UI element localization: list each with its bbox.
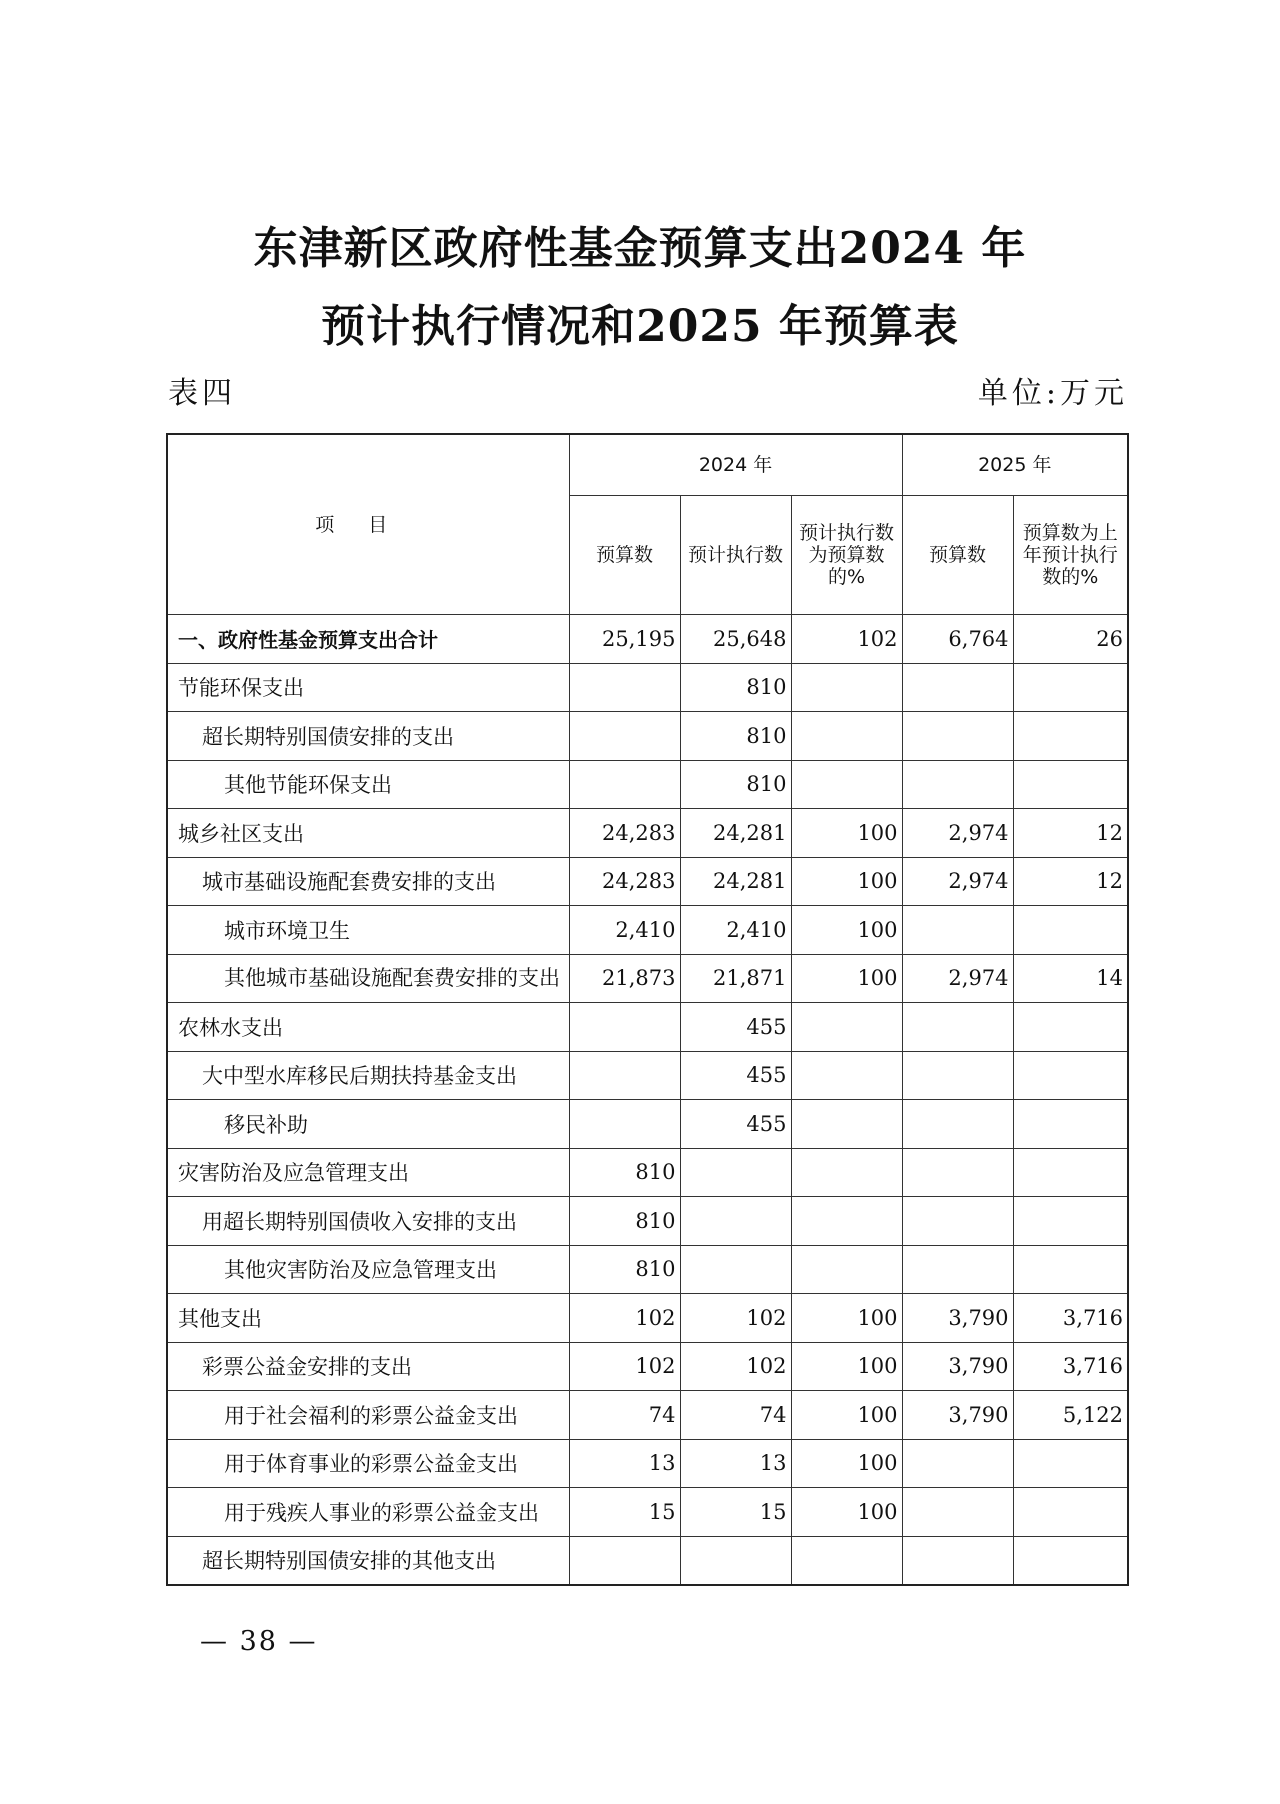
cell-budget-pct-2025: 3,716 [1013, 1342, 1128, 1391]
table-row [167, 760, 1128, 809]
cell-budget-2025 [902, 663, 1013, 712]
cell-budget-pct-2025 [1013, 1003, 1128, 1052]
document-title-line1: 东津新区政府性基金预算支出2024 年 [253, 223, 1027, 274]
budget-table [166, 433, 1129, 1586]
table-body [167, 615, 1128, 1586]
table-label: 表四 [168, 376, 236, 411]
table-row [167, 1488, 1128, 1537]
cell-budget-2024: 74 [569, 1391, 680, 1440]
cell-estimated-2024: 21,871 [680, 954, 791, 1003]
cell-budget-2025 [902, 1100, 1013, 1149]
cell-budget-pct-2025 [1013, 1488, 1128, 1537]
cell-item-name: 用于残疾人事业的彩票公益金支出 [167, 1488, 569, 1537]
cell-item-name: 城市基础设施配套费安排的支出 [167, 857, 569, 906]
cell-estimated-pct-2024 [791, 663, 902, 712]
header-budget-pct-2025: 预算数为上年预计执行数的% [1013, 496, 1128, 615]
cell-estimated-2024 [680, 1536, 791, 1585]
cell-estimated-2024: 2,410 [680, 906, 791, 955]
table-row [167, 712, 1128, 761]
header-year-2024: 2024 年 [569, 434, 902, 496]
cell-budget-2024 [569, 760, 680, 809]
cell-budget-2024: 25,195 [569, 615, 680, 664]
cell-budget-2024 [569, 1003, 680, 1052]
table-row [167, 1051, 1128, 1100]
cell-estimated-pct-2024: 100 [791, 1342, 902, 1391]
cell-estimated-pct-2024 [791, 1245, 902, 1294]
cell-budget-2025 [902, 712, 1013, 761]
cell-item-name: 用于社会福利的彩票公益金支出 [167, 1391, 569, 1440]
table-row [167, 1003, 1128, 1052]
cell-estimated-2024: 810 [680, 712, 791, 761]
cell-item-name: 彩票公益金安排的支出 [167, 1342, 569, 1391]
cell-budget-pct-2025 [1013, 906, 1128, 955]
cell-budget-2025: 2,974 [902, 954, 1013, 1003]
table-row [167, 1245, 1128, 1294]
table-row [167, 1439, 1128, 1488]
cell-estimated-2024: 13 [680, 1439, 791, 1488]
cell-estimated-2024 [680, 1148, 791, 1197]
table-row [167, 663, 1128, 712]
cell-item-name: 城市环境卫生 [167, 906, 569, 955]
cell-budget-pct-2025 [1013, 1245, 1128, 1294]
header-budget-2025: 预算数 [902, 496, 1013, 615]
cell-budget-2025: 3,790 [902, 1342, 1013, 1391]
cell-budget-2025 [902, 760, 1013, 809]
cell-budget-pct-2025: 12 [1013, 809, 1128, 858]
cell-estimated-pct-2024 [791, 1148, 902, 1197]
cell-budget-pct-2025: 26 [1013, 615, 1128, 664]
cell-budget-2024: 15 [569, 1488, 680, 1537]
cell-estimated-pct-2024: 100 [791, 1294, 902, 1343]
unit-label: 单位:万元 [977, 376, 1128, 411]
cell-estimated-pct-2024 [791, 1003, 902, 1052]
cell-item-name: 移民补助 [167, 1100, 569, 1149]
cell-estimated-pct-2024: 100 [791, 954, 902, 1003]
cell-estimated-2024 [680, 1197, 791, 1246]
cell-estimated-pct-2024: 100 [791, 1488, 902, 1537]
header-estimated-2024: 预计执行数 [680, 496, 791, 615]
table-row [167, 906, 1128, 955]
cell-estimated-2024: 455 [680, 1100, 791, 1149]
cell-budget-pct-2025: 14 [1013, 954, 1128, 1003]
cell-budget-pct-2025 [1013, 760, 1128, 809]
cell-budget-pct-2025: 12 [1013, 857, 1128, 906]
cell-budget-2025 [902, 1148, 1013, 1197]
cell-budget-pct-2025 [1013, 1051, 1128, 1100]
cell-item-name: 其他城市基础设施配套费安排的支出 [167, 954, 569, 1003]
cell-budget-2024 [569, 663, 680, 712]
cell-estimated-pct-2024 [791, 1051, 902, 1100]
cell-budget-2024: 810 [569, 1245, 680, 1294]
cell-budget-2024: 810 [569, 1197, 680, 1246]
cell-estimated-pct-2024: 102 [791, 615, 902, 664]
header-budget-2024: 预算数 [569, 496, 680, 615]
cell-item-name: 其他灾害防治及应急管理支出 [167, 1245, 569, 1294]
cell-estimated-pct-2024: 100 [791, 857, 902, 906]
cell-estimated-pct-2024: 100 [791, 1439, 902, 1488]
cell-budget-2024: 2,410 [569, 906, 680, 955]
cell-budget-2025 [902, 1245, 1013, 1294]
cell-budget-2024: 810 [569, 1148, 680, 1197]
table-header [167, 434, 1128, 615]
cell-budget-2024 [569, 1100, 680, 1149]
cell-budget-pct-2025 [1013, 712, 1128, 761]
cell-item-name: 灾害防治及应急管理支出 [167, 1148, 569, 1197]
cell-estimated-2024: 74 [680, 1391, 791, 1440]
table-row [167, 857, 1128, 906]
cell-item-name: 其他支出 [167, 1294, 569, 1343]
cell-budget-2024 [569, 1536, 680, 1585]
cell-budget-2024 [569, 712, 680, 761]
table-row [167, 1391, 1128, 1440]
cell-item-name: 城乡社区支出 [167, 809, 569, 858]
cell-budget-2025 [902, 906, 1013, 955]
table-row [167, 809, 1128, 858]
cell-budget-2025: 3,790 [902, 1391, 1013, 1440]
cell-budget-pct-2025 [1013, 1148, 1128, 1197]
cell-budget-2025 [902, 1439, 1013, 1488]
cell-budget-2024: 24,283 [569, 809, 680, 858]
cell-estimated-pct-2024 [791, 760, 902, 809]
cell-budget-2025: 3,790 [902, 1294, 1013, 1343]
cell-estimated-pct-2024: 100 [791, 809, 902, 858]
cell-estimated-2024: 15 [680, 1488, 791, 1537]
cell-estimated-2024: 102 [680, 1294, 791, 1343]
cell-budget-2024: 102 [569, 1294, 680, 1343]
page-number: — 38 — [200, 1626, 318, 1657]
cell-item-name: 用超长期特别国债收入安排的支出 [167, 1197, 569, 1246]
table-row [167, 1100, 1128, 1149]
cell-estimated-2024: 24,281 [680, 809, 791, 858]
header-year-2025: 2025 年 [902, 434, 1128, 496]
document-title-line2: 预计执行情况和2025 年预算表 [321, 301, 959, 352]
cell-estimated-pct-2024: 100 [791, 906, 902, 955]
header-estimated-pct-2024: 预计执行数为预算数的% [791, 496, 902, 615]
cell-item-name: 一、政府性基金预算支出合计 [167, 615, 569, 664]
cell-budget-2025 [902, 1488, 1013, 1537]
table-row [167, 1197, 1128, 1246]
cell-estimated-pct-2024 [791, 1197, 902, 1246]
cell-item-name: 大中型水库移民后期扶持基金支出 [167, 1051, 569, 1100]
table-row [167, 954, 1128, 1003]
cell-budget-pct-2025 [1013, 1197, 1128, 1246]
cell-budget-2025 [902, 1051, 1013, 1100]
cell-budget-2025: 2,974 [902, 809, 1013, 858]
cell-estimated-pct-2024 [791, 1100, 902, 1149]
cell-estimated-2024: 810 [680, 663, 791, 712]
cell-estimated-2024: 24,281 [680, 857, 791, 906]
cell-budget-2024: 102 [569, 1342, 680, 1391]
cell-estimated-2024: 455 [680, 1051, 791, 1100]
cell-budget-2025 [902, 1536, 1013, 1585]
cell-estimated-2024 [680, 1245, 791, 1294]
header-item: 项目 [167, 434, 569, 615]
table-row [167, 615, 1128, 664]
cell-estimated-2024: 102 [680, 1342, 791, 1391]
cell-estimated-2024: 455 [680, 1003, 791, 1052]
cell-item-name: 节能环保支出 [167, 663, 569, 712]
cell-item-name: 用于体育事业的彩票公益金支出 [167, 1439, 569, 1488]
cell-estimated-2024: 25,648 [680, 615, 791, 664]
cell-budget-pct-2025 [1013, 663, 1128, 712]
cell-item-name: 农林水支出 [167, 1003, 569, 1052]
cell-estimated-pct-2024 [791, 712, 902, 761]
cell-budget-2025: 2,974 [902, 857, 1013, 906]
table-row [167, 1148, 1128, 1197]
table-row [167, 1536, 1128, 1585]
cell-budget-pct-2025 [1013, 1100, 1128, 1149]
cell-estimated-pct-2024 [791, 1536, 902, 1585]
cell-budget-pct-2025: 5,122 [1013, 1391, 1128, 1440]
cell-estimated-pct-2024: 100 [791, 1391, 902, 1440]
table-row [167, 1294, 1128, 1343]
cell-budget-2025 [902, 1197, 1013, 1246]
table-row [167, 1342, 1128, 1391]
cell-budget-2025: 6,764 [902, 615, 1013, 664]
cell-item-name: 超长期特别国债安排的其他支出 [167, 1536, 569, 1585]
cell-item-name: 其他节能环保支出 [167, 760, 569, 809]
cell-budget-2025 [902, 1003, 1013, 1052]
cell-item-name: 超长期特别国债安排的支出 [167, 712, 569, 761]
cell-budget-2024: 21,873 [569, 954, 680, 1003]
cell-estimated-2024: 810 [680, 760, 791, 809]
cell-budget-pct-2025: 3,716 [1013, 1294, 1128, 1343]
cell-budget-2024: 13 [569, 1439, 680, 1488]
cell-budget-2024 [569, 1051, 680, 1100]
cell-budget-2024: 24,283 [569, 857, 680, 906]
cell-budget-pct-2025 [1013, 1536, 1128, 1585]
cell-budget-pct-2025 [1013, 1439, 1128, 1488]
